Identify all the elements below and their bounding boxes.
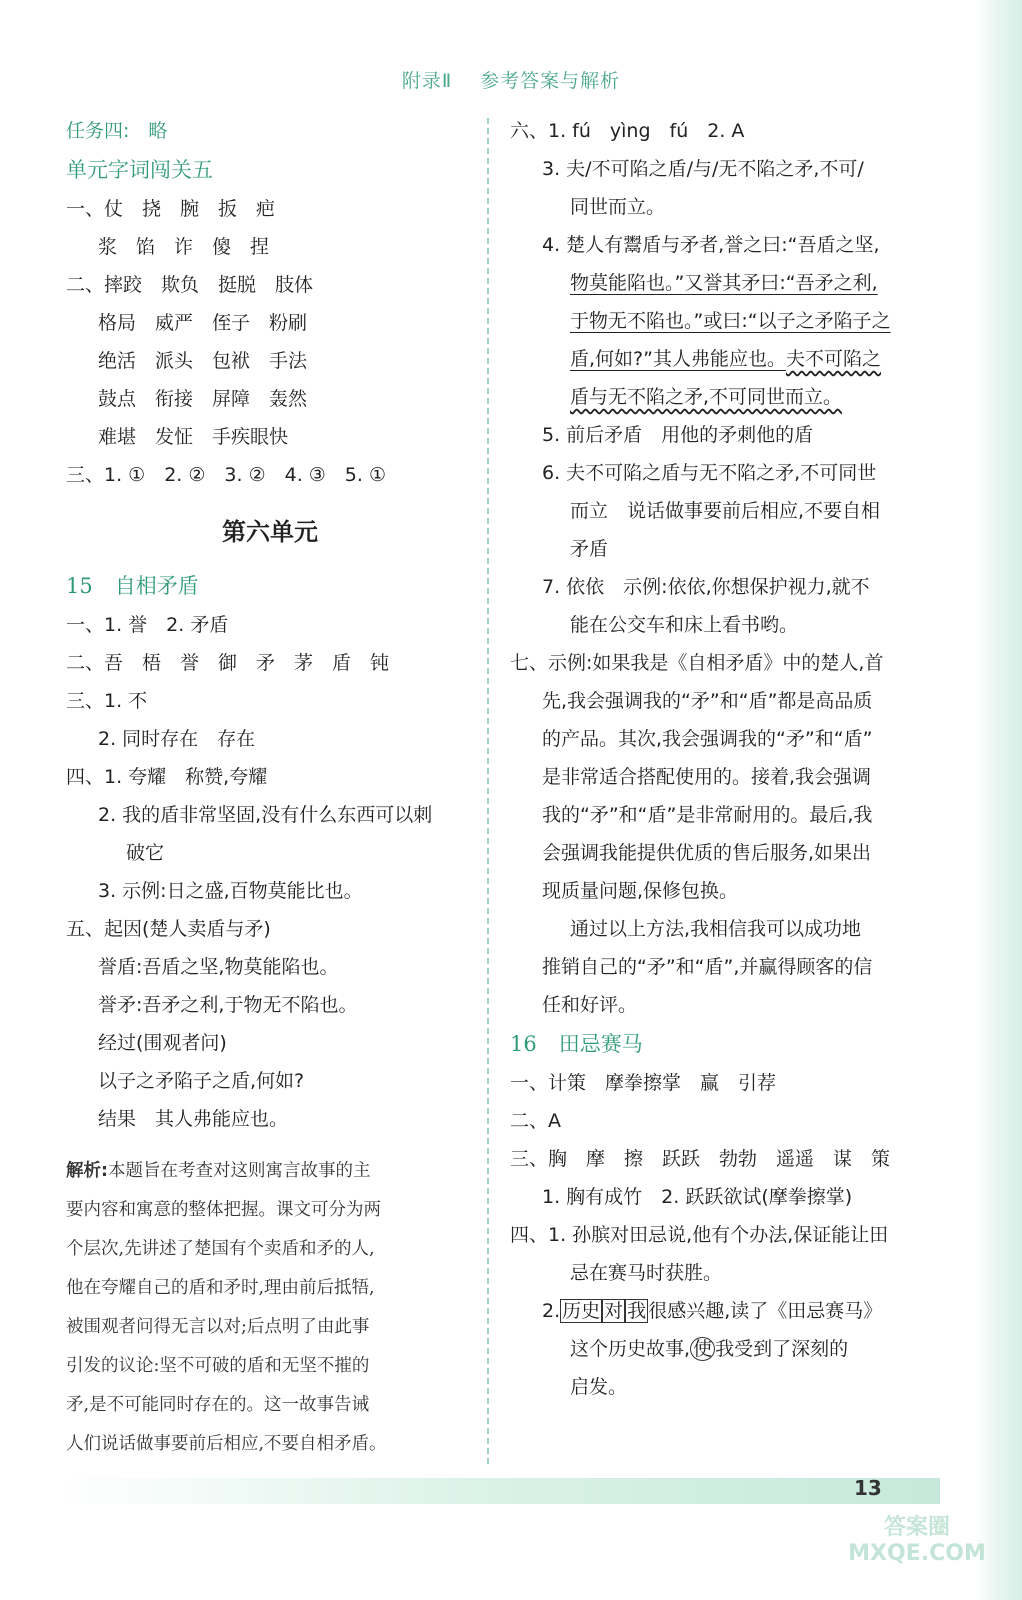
answer-line: 于物无不陷也。”或曰:“以子之矛陷子之 (570, 310, 891, 332)
left-column (66, 112, 474, 1464)
answer-line: 3. 示例:日之盛,百物莫能比也。 (98, 880, 363, 902)
lesson-number: 16 (510, 1032, 537, 1056)
answer-line: 四、1. 夸耀 称赞,夸耀 (66, 766, 268, 788)
analysis-line: 个层次,先讲述了楚国有个卖盾和矛的人, (66, 1239, 375, 1259)
answer-line: 2. 历史 对 我 很感兴趣,读了《田忌赛马》 (542, 1300, 883, 1322)
analysis-block (66, 1152, 474, 1464)
answer-line: 先,我会强调我的“矛”和“盾”都是高品质 (542, 690, 873, 712)
answer-line: 6. 夫不可陷之盾与无不陷之矛,不可同世 (542, 462, 877, 484)
answer-line: 忌在赛马时获胜。 (570, 1262, 723, 1284)
answer-line: 二、吾 梧 誉 御 矛 茅 盾 钝 (66, 652, 390, 674)
answer-line: 的产品。其次,我会强调我的“矛”和“盾” (542, 728, 873, 750)
answer-line: 任和好评。 (542, 994, 638, 1016)
answer-line: 1. 胸有成竹 2. 跃跃欲试(摩拳擦掌) (542, 1186, 853, 1208)
answer-line: 能在公交车和床上看书哟。 (570, 614, 799, 636)
lesson-name: 自相矛盾 (114, 574, 199, 598)
answer-line: 会强调我能提供优质的售后服务,如果出 (542, 842, 872, 864)
circled-word: 使 (690, 1337, 715, 1361)
answer-line: 七、示例:如果我是《自相矛盾》中的楚人,首 (510, 652, 884, 674)
answer-line: 破它 (126, 842, 165, 864)
answer-line: 推销自己的“矛”和“盾”,并赢得顾客的信 (542, 956, 873, 978)
answer-line: 誉盾:吾盾之坚,物莫能陷也。 (98, 956, 339, 978)
column-divider (487, 118, 489, 1464)
page-header (0, 66, 1022, 93)
lesson-title-15 (66, 566, 474, 606)
analysis-line: 引发的议论:坚不可破的盾和无坚不摧的 (66, 1356, 370, 1376)
answer-line: 物莫能陷也。”又誉其矛曰:“吾矛之利, (570, 272, 878, 294)
boxed-word: 对 (604, 1300, 624, 1322)
answer-line: 一、1. 誉 2. 矛盾 (66, 614, 229, 636)
unit-title: 第六单元 (222, 518, 318, 546)
answer-line: 是非常适合搭配使用的。接着,我会强调 (542, 766, 872, 788)
answer-line: 六、1. fú yìng fú 2. A (510, 120, 745, 142)
answer-line: 四、1. 孙膑对田忌说,他有个办法,保证能让田 (510, 1224, 889, 1246)
answer-line: 2. 同时存在 存在 (98, 728, 256, 750)
answer-line: 誉矛:吾矛之利,于物无不陷也。 (98, 994, 358, 1016)
answer-line: 3. 夫/不可陷之盾/与/无不陷之矛,不可/ (542, 158, 864, 180)
answer-line: 同世而立。 (570, 196, 666, 218)
answer-line: 难堪 发怔 手疾眼快 (98, 426, 289, 448)
answer-line: 五、起因(楚人卖盾与矛) (66, 918, 271, 940)
answer-line: 格局 威严 侄子 粉刷 (98, 312, 308, 334)
boxed-word: 我 (627, 1300, 647, 1322)
answer-line: 浆 馅 诈 傻 捏 (98, 236, 270, 258)
task4-line: 任务四: 略 (66, 120, 168, 142)
answer-line: 4. 楚人有鬻盾与矛者,誉之曰:“吾盾之坚, (542, 234, 880, 256)
section-title-unit5-review: 单元字词闯关五 (66, 158, 213, 182)
lesson-number: 15 (66, 574, 93, 598)
answer-line: 而立 说话做事要前后相应,不要自相 (570, 500, 881, 522)
answer-line: 以子之矛陷子之盾,何如? (98, 1070, 305, 1092)
answer-line: 2. 我的盾非常坚固,没有什么东西可以刺 (98, 804, 433, 826)
lesson-title-16 (510, 1024, 920, 1064)
answer-line: 鼓点 衔接 屏障 轰然 (98, 388, 308, 410)
answer-line: 盾与无不陷之矛,不可同世而立。 (570, 386, 843, 408)
answer-line: 现质量问题,保修包换。 (542, 880, 739, 902)
page-edge-band (976, 0, 1022, 1600)
answer-line: 三、1. 不 (66, 690, 148, 712)
answer-line: 经过(围观者问) (98, 1032, 227, 1054)
answer-line: 二、A (510, 1110, 561, 1132)
analysis-line: 被围观者问得无言以对;后点明了由此事 (66, 1317, 370, 1337)
analysis-line: 他在夸耀自己的盾和矛时,理由前后抵牾, (66, 1278, 375, 1298)
answer-line: 盾,何如?”其人弗能应也。夫不可陷之 (570, 348, 881, 370)
boxed-word: 历史 (562, 1300, 601, 1322)
answer-line: 一、仗 挠 腕 扳 疤 (66, 198, 276, 220)
answer-line: 三、1. ① 2. ② 3. ② 4. ③ 5. ① (66, 464, 387, 486)
answer-line: 三、胸 摩 擦 跃跃 勃勃 遥遥 谋 策 (510, 1148, 891, 1170)
answer-line: 5. 前后矛盾 用他的矛刺他的盾 (542, 424, 814, 446)
page-number: 13 (854, 1476, 882, 1500)
header-appendix: 附录Ⅱ (401, 70, 453, 92)
analysis-line: 人们说话做事要前后相应,不要自相矛盾。 (66, 1434, 387, 1454)
answer-line: 绝活 派头 包袱 手法 (98, 350, 308, 372)
lesson-name: 田忌赛马 (558, 1032, 643, 1056)
footer-band (60, 1478, 940, 1504)
analysis-line: 要内容和寓意的整体把握。课文可分为两 (66, 1200, 381, 1220)
answer-line: 我的“矛”和“盾”是非常耐用的。最后,我 (542, 804, 873, 826)
answer-line: 这个历史故事, 使 我受到了深刻的 (570, 1338, 849, 1360)
analysis-line: 解析:本题旨在考查对这则寓言故事的主 (66, 1161, 371, 1181)
answer-line: 结果 其人弗能应也。 (98, 1108, 289, 1130)
answer-line: 启发。 (570, 1376, 628, 1398)
right-column (510, 112, 920, 1406)
answer-line: 一、计策 摩拳擦掌 赢 引荐 (510, 1072, 777, 1094)
answer-line: 矛盾 (570, 538, 609, 560)
analysis-label: 解析: (66, 1161, 108, 1181)
answer-line: 通过以上方法,我相信我可以成功地 (570, 918, 862, 940)
answer-line: 二、摔跤 欺负 挺脱 肢体 (66, 274, 314, 296)
answer-line: 7. 依依 示例:依依,你想保护视力,就不 (542, 576, 870, 598)
watermark-logo: 答案圈 MXQE.COM (848, 1515, 986, 1566)
analysis-line: 矛,是不可能同时存在的。这一故事告诫 (66, 1395, 370, 1415)
header-title: 参考答案与解析 (480, 70, 621, 92)
